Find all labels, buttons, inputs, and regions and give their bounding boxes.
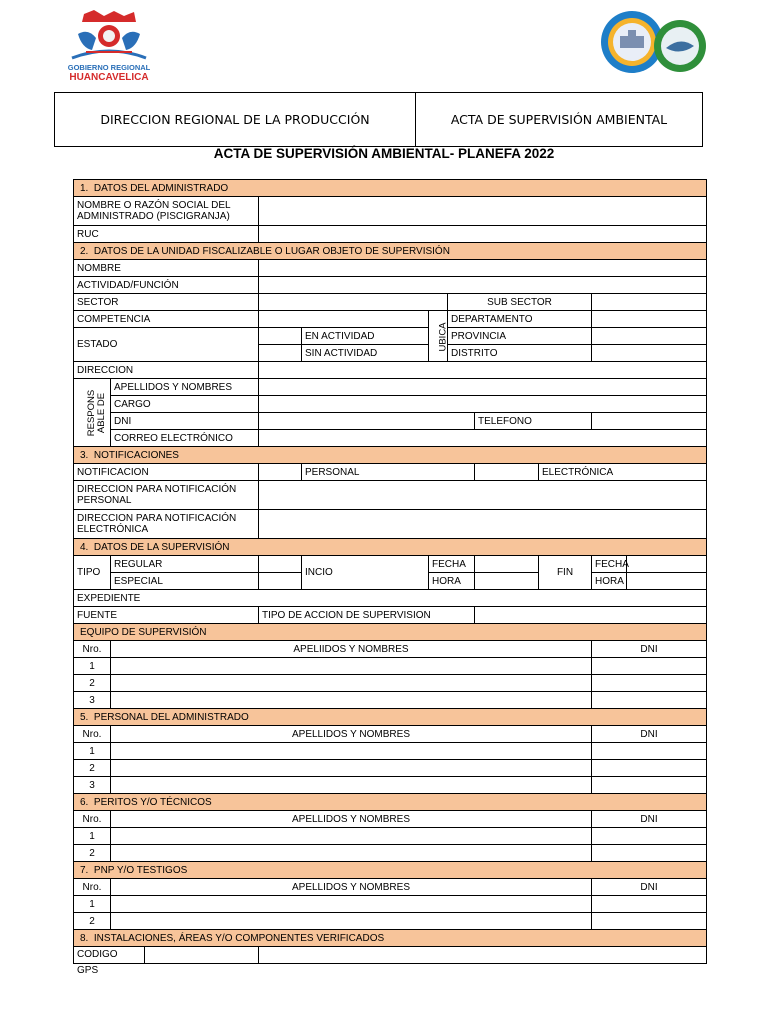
dni-field[interactable] <box>592 845 707 862</box>
dni-header: DNI <box>592 811 707 828</box>
nro-header: Nro. <box>74 879 111 896</box>
row-number: 1 <box>74 828 111 845</box>
tipo-accion-label: TIPO DE ACCION DE SUPERVISION <box>259 607 475 624</box>
testigos-row <box>74 896 707 913</box>
especial-check[interactable] <box>259 573 302 590</box>
section-8-header <box>74 930 707 947</box>
regular-label: REGULAR <box>111 556 259 573</box>
responsable-correo-row <box>74 430 707 447</box>
section-title: DATOS DE LA SUPERVISIÓN <box>93 541 230 553</box>
row-number: 2 <box>74 675 111 692</box>
fuente-row <box>74 607 707 624</box>
electronica-check[interactable] <box>475 464 539 481</box>
inicio-label: INCIO <box>302 556 429 590</box>
dni-field[interactable] <box>592 692 707 709</box>
name-field[interactable] <box>111 692 592 709</box>
personal-check[interactable] <box>259 464 302 481</box>
apellidos-header: APELIIDOS Y NOMBRES <box>111 641 592 658</box>
name-field[interactable] <box>111 828 592 845</box>
provincia-label: PROVINCIA <box>448 328 592 345</box>
regular-check[interactable] <box>259 556 302 573</box>
section-title: PERITOS Y/O TÉCNICOS <box>93 796 212 808</box>
section-7-header <box>74 862 707 879</box>
responsable-cargo-row <box>74 396 707 413</box>
row-number: 1 <box>74 658 111 675</box>
dir-notif-electronica-row <box>74 510 707 539</box>
nro-header: Nro. <box>74 726 111 743</box>
estado-label: ESTADO <box>74 328 259 362</box>
codigo-gps-label: CODIGO GPS <box>74 947 145 963</box>
distrito-label: DISTRITO <box>448 345 592 362</box>
notificacion-label: NOTIFICACION <box>74 464 259 481</box>
section-5-header <box>74 709 707 726</box>
section-title: NOTIFICACIONES <box>93 449 179 461</box>
peritos-row <box>74 845 707 862</box>
equipo-row <box>74 675 707 692</box>
notificacion-row <box>74 464 707 481</box>
responsable-apellidos-row <box>74 379 707 396</box>
responsable-label: RESPONS ABLE DE <box>74 379 111 447</box>
row-number: 3 <box>74 777 111 794</box>
organization-name: DIRECCION REGIONAL DE LA PRODUCCIÓN <box>55 93 416 146</box>
dni-field[interactable] <box>592 913 707 930</box>
responsable-cargo-label: CARGO <box>111 396 259 413</box>
fin-fecha-field[interactable] <box>627 556 707 573</box>
sub-sector-field[interactable] <box>592 294 707 311</box>
inicio-fecha-label: FECHA <box>429 556 475 573</box>
section-6-header <box>74 794 707 811</box>
inicio-hora-field[interactable] <box>475 573 539 590</box>
actividad-field[interactable] <box>259 277 707 294</box>
svg-text:HUANCAVELICA: HUANCAVELICA <box>69 72 149 83</box>
nombre-label: NOMBRE <box>74 260 259 277</box>
sector-row <box>74 294 707 311</box>
section-title: PERSONAL DEL ADMINISTRADO <box>93 711 249 723</box>
responsable-dni-row <box>74 413 707 430</box>
razon-social-label: NOMBRE O RAZÓN SOCIAL DEL ADMINISTRADO (PISCIGRANJA) <box>74 197 259 226</box>
dni-field[interactable] <box>592 777 707 794</box>
apellidos-header: APELLIDOS Y NOMBRES <box>111 879 592 896</box>
direccion-field[interactable] <box>259 362 707 379</box>
tipo-row-1 <box>74 556 707 573</box>
estado-row-1 <box>74 328 707 345</box>
nombre-field[interactable] <box>259 260 707 277</box>
peritos-row <box>74 828 707 845</box>
equipo-title: EQUIPO DE SUPERVISIÓN <box>74 624 707 641</box>
sin-actividad-label: SIN ACTIVIDAD <box>302 345 429 362</box>
inicio-fecha-field[interactable] <box>475 556 539 573</box>
responsable-dni-label: DNI <box>111 413 259 430</box>
telefono-field[interactable] <box>592 413 707 430</box>
electronica-label: ELECTRÓNICA <box>539 464 707 481</box>
personal-row <box>74 760 707 777</box>
document-header <box>54 92 703 147</box>
apellidos-header: APELLIDOS Y NOMBRES <box>111 726 592 743</box>
name-field[interactable] <box>111 760 592 777</box>
sector-label: SECTOR <box>74 294 259 311</box>
responsable-cargo-field[interactable] <box>259 396 707 413</box>
section-number: 6. <box>80 796 89 808</box>
fin-hora-field[interactable] <box>627 573 707 590</box>
equipo-row <box>74 658 707 675</box>
codigo-gps-row <box>74 947 707 964</box>
row-number: 2 <box>74 760 111 777</box>
equipo-header <box>74 624 707 641</box>
fuente-label: FUENTE <box>74 607 259 624</box>
name-field[interactable] <box>111 845 592 862</box>
ruc-field[interactable] <box>259 226 707 243</box>
dni-field[interactable] <box>592 828 707 845</box>
peritos-columns <box>74 811 707 828</box>
document-type: ACTA DE SUPERVISIÓN AMBIENTAL <box>450 112 668 127</box>
dir-notif-electronica-field[interactable] <box>259 510 707 539</box>
actividad-label: ACTIVIDAD/FUNCIÓN <box>74 277 259 294</box>
ruc-label: RUC <box>74 226 259 243</box>
responsable-apellidos-field[interactable] <box>259 379 707 396</box>
apellidos-header: APELLIDOS Y NOMBRES <box>111 811 592 828</box>
section-number: 3. <box>80 449 89 461</box>
dir-notif-personal-label: DIRECCION PARA NOTIFICACIÓN PERSONAL <box>74 481 259 510</box>
sub-sector-label: SUB SECTOR <box>448 294 592 311</box>
personal-row <box>74 777 707 794</box>
sector-field[interactable] <box>259 294 448 311</box>
section-title: DATOS DEL ADMINISTRADO <box>93 182 229 194</box>
dir-notif-personal-row <box>74 481 707 510</box>
provincia-field[interactable] <box>592 328 707 345</box>
equipo-columns <box>74 641 707 658</box>
dir-notif-electronica-label: DIRECCION PARA NOTIFICACIÓN ELECTRÓNICA <box>74 510 259 539</box>
section-number: 1. <box>80 182 89 194</box>
name-field[interactable] <box>111 896 592 913</box>
responsable-dni-field[interactable] <box>259 413 475 430</box>
form-table <box>73 179 707 976</box>
direccion-row <box>74 362 707 379</box>
equipo-row <box>74 692 707 709</box>
name-field[interactable] <box>111 743 592 760</box>
section-title: PNP Y/O TESTIGOS <box>93 864 188 876</box>
name-field[interactable] <box>111 658 592 675</box>
section-number: 8. <box>80 932 89 944</box>
estado-check-en-actividad[interactable] <box>259 328 302 345</box>
section-number: 5. <box>80 711 89 723</box>
produccion-seal-logo <box>598 10 708 76</box>
codigo-gps-field-start[interactable] <box>145 947 258 963</box>
gobierno-regional-logo <box>64 8 154 84</box>
personal-columns <box>74 726 707 743</box>
section-3-header <box>74 447 707 464</box>
responsable-correo-label: CORREO ELECTRÓNICO <box>111 430 259 447</box>
inicio-hora-label: HORA <box>429 573 475 590</box>
personal-row <box>74 743 707 760</box>
expediente-row <box>74 590 707 607</box>
supervision-form <box>73 179 706 976</box>
tipo-accion-field[interactable] <box>475 607 707 624</box>
section-title: INSTALACIONES, ÁREAS Y/O COMPONENTES VERIFICADOS <box>93 932 385 944</box>
ruc-row <box>74 226 707 243</box>
dni-field[interactable] <box>592 896 707 913</box>
actividad-row <box>74 277 707 294</box>
dni-header: DNI <box>592 879 707 896</box>
row-number: 2 <box>74 845 111 862</box>
estado-check-sin-actividad[interactable] <box>259 345 302 362</box>
direccion-label: DIRECCION <box>74 362 259 379</box>
nombre-row <box>74 260 707 277</box>
fin-hora-label: HORA <box>592 573 627 590</box>
section-number: 7. <box>80 864 89 876</box>
razon-social-field[interactable] <box>259 197 707 226</box>
codigo-gps-field[interactable] <box>259 947 707 964</box>
dni-field[interactable] <box>592 658 707 675</box>
nro-header: Nro. <box>74 641 111 658</box>
row-number: 1 <box>74 896 111 913</box>
svg-text:GOBIERNO REGIONAL: GOBIERNO REGIONAL <box>67 63 151 72</box>
dni-header: DNI <box>592 726 707 743</box>
testigos-row <box>74 913 707 930</box>
dni-field[interactable] <box>592 675 707 692</box>
document-title: ACTA DE SUPERVISIÓN AMBIENTAL- PLANEFA 2022 <box>213 146 555 161</box>
nro-header: Nro. <box>74 811 111 828</box>
razon-social-row <box>74 197 707 226</box>
testigos-columns <box>74 879 707 896</box>
section-1-header <box>74 180 707 197</box>
telefono-label: TELEFONO <box>475 413 592 430</box>
dni-field[interactable] <box>592 743 707 760</box>
fin-fecha-label: FECHA <box>592 556 627 573</box>
tipo-label: TIPO <box>74 556 111 590</box>
competencia-row <box>74 311 707 328</box>
section-4-header <box>74 539 707 556</box>
name-field[interactable] <box>111 913 592 930</box>
section-number: 4. <box>80 541 89 553</box>
departamento-field[interactable] <box>592 311 707 328</box>
distrito-field[interactable] <box>592 345 707 362</box>
responsable-apellidos-label: APELLIDOS Y NOMBRES <box>111 379 259 396</box>
name-field[interactable] <box>111 777 592 794</box>
section-number: 2. <box>80 245 89 257</box>
responsable-correo-field[interactable] <box>259 430 707 447</box>
section-2-header <box>74 243 707 260</box>
competencia-label: COMPETENCIA <box>74 311 259 328</box>
en-actividad-label: EN ACTIVIDAD <box>302 328 429 345</box>
ubica-label: UBICA <box>429 311 448 362</box>
especial-label: ESPECIAL <box>111 573 259 590</box>
name-field[interactable] <box>111 675 592 692</box>
dni-field[interactable] <box>592 760 707 777</box>
row-number: 1 <box>74 743 111 760</box>
row-number: 3 <box>74 692 111 709</box>
fin-label: FIN <box>539 556 592 590</box>
section-title: DATOS DE LA UNIDAD FISCALIZABLE O LUGAR OBJETO DE SUPERVISIÓN <box>93 245 450 257</box>
dir-notif-personal-field[interactable] <box>259 481 707 510</box>
dni-header: DNI <box>592 641 707 658</box>
expediente-label: EXPEDIENTE <box>74 590 707 607</box>
departamento-label: DEPARTAMENTO <box>448 311 592 328</box>
row-number: 2 <box>74 913 111 930</box>
personal-label: PERSONAL <box>302 464 475 481</box>
competencia-field[interactable] <box>259 311 429 328</box>
